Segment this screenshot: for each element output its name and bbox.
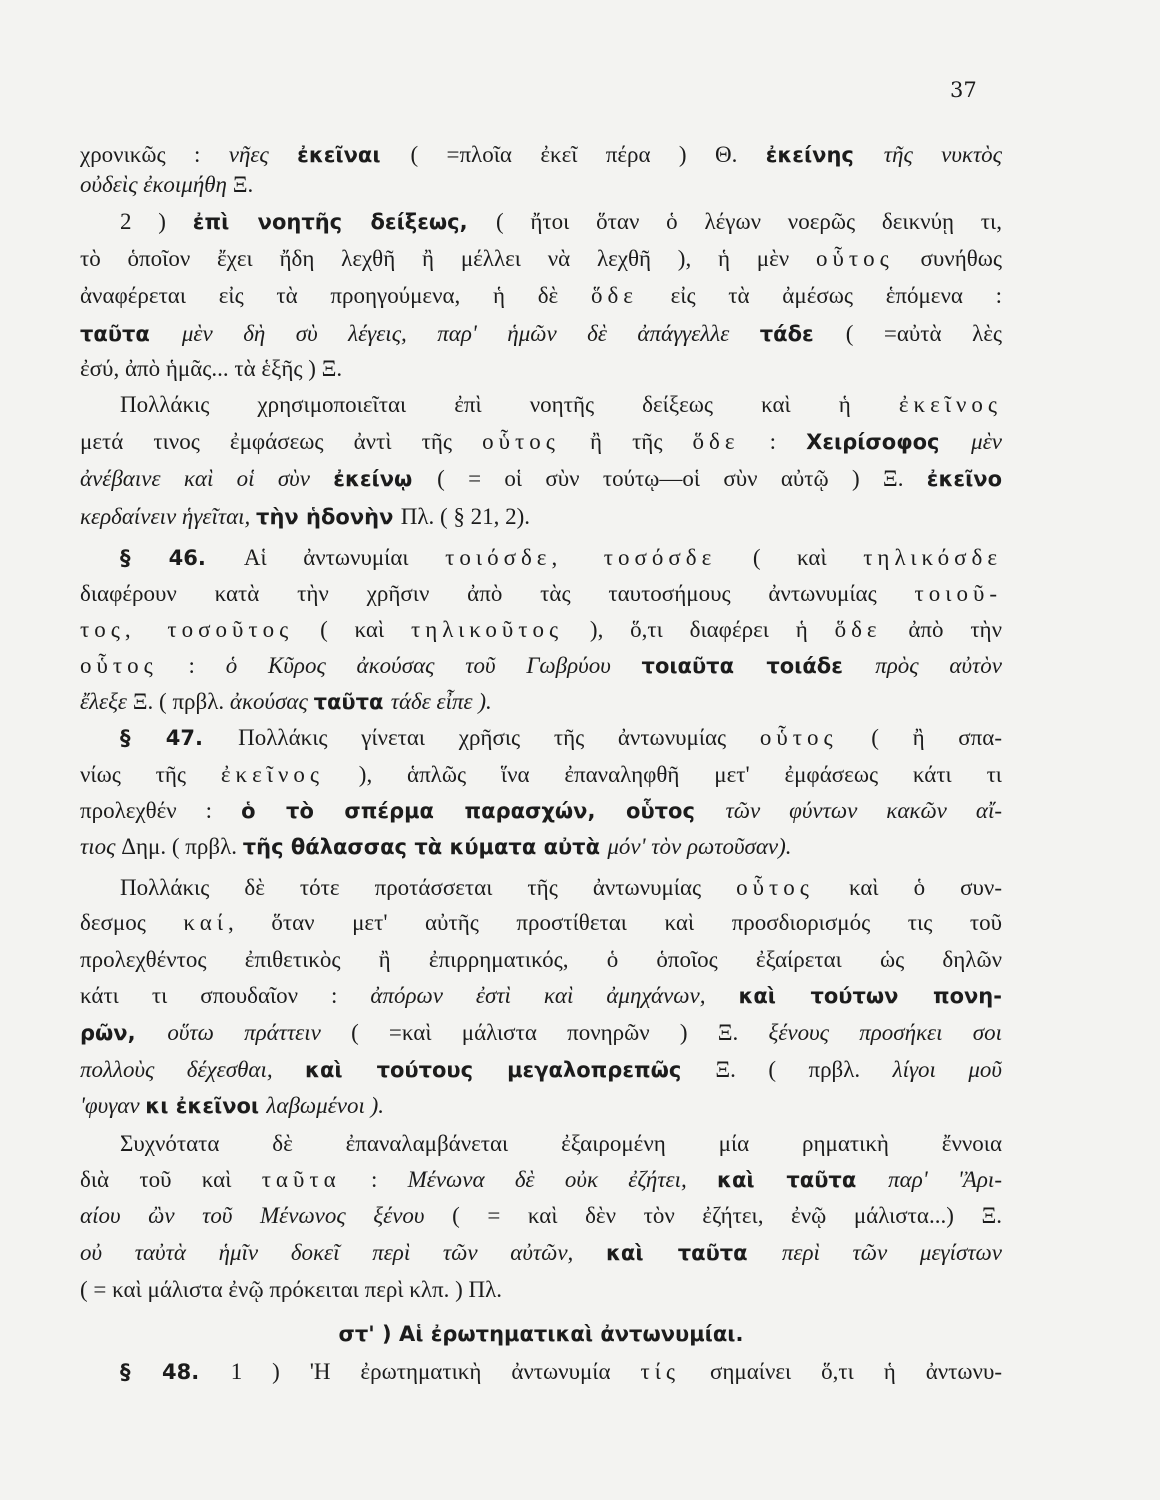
- text-segment: χρονικῶς :: [80, 142, 229, 167]
- italic-text: πρὸς αὐτὸν: [875, 653, 1002, 678]
- text-segment: ( καὶ: [716, 545, 864, 570]
- text-segment: Πολλάκις χρησιμοποιεῖται ἐπὶ νοητῆς δείξεως καὶ ἡ: [120, 392, 899, 417]
- text-segment: ( = οἱ σὺν τούτῳ—οἱ σὺν αὐτῷ ) Ξ.: [437, 466, 927, 491]
- text-line: [80, 615, 1002, 645]
- bold-text: § 47.: [120, 726, 239, 750]
- text-segment: ( =πλοῖα ἐκεῖ πέρα ) Θ.: [410, 142, 766, 167]
- text-line: [80, 502, 1002, 532]
- text-segment: ἐσύ, ἀπὸ ἡμᾶς... τὰ ἑξῆς ) Ξ.: [80, 356, 343, 381]
- text-segment: , ὅταν μετ' αὐτῆς προστίθεται καὶ προσδιορισμός τις τοῦ: [228, 910, 1002, 935]
- text-line: [80, 651, 1002, 681]
- italic-text: οὐ ταὐτὰ ἡμῖν δοκεῖ περὶ τῶν αὐτῶν,: [80, 1240, 606, 1265]
- text-segment: κάτι τι σπουδαῖον :: [80, 983, 371, 1008]
- spaced-text: οὗτος: [736, 875, 814, 900]
- text-line: [80, 354, 1002, 384]
- text-segment: ( = καὶ μάλιστα ἐνῷ πρόκειται περὶ κλπ. ) Πλ.: [80, 1277, 503, 1302]
- bold-text: καὶ τούτους μεγαλοπρεπῶς: [305, 1058, 716, 1082]
- spaced-text: ταῦτα: [261, 1167, 341, 1192]
- bold-text: ρῶν,: [80, 1021, 168, 1045]
- italic-text: 'φυγαν: [80, 1093, 146, 1118]
- text-segment: τὸ ὁποῖον ἔχει ἤδη λεχθῆ ἢ μέλλει νὰ λεχθῆ ), ἡ μὲν: [80, 246, 816, 271]
- italic-text: τιος: [80, 834, 122, 859]
- text-line: [80, 1055, 1002, 1085]
- italic-text: παρ' 'Ἀρι-: [888, 1167, 1002, 1192]
- text-line: [120, 390, 1002, 420]
- spaced-text: τος, τοσοῦτος: [80, 617, 294, 642]
- spaced-text: καί: [183, 910, 229, 935]
- text-line: [80, 464, 1002, 494]
- text-line: [80, 170, 1002, 200]
- text-line: [80, 832, 1002, 862]
- italic-text: ἔλεξε: [80, 689, 133, 714]
- text-line: [80, 908, 1002, 938]
- italic-text: λίγοι μοῦ: [892, 1057, 1002, 1082]
- italic-text: ἀπόρων ἐστὶ καὶ ἀμηχάνων,: [370, 983, 739, 1008]
- text-segment: ( ἢ σπα-: [837, 725, 1003, 750]
- text-line: [80, 140, 1002, 170]
- text-segment: Αἱ ἀντωνυμίαι: [243, 545, 446, 570]
- bold-text: καὶ τούτων πονη-: [738, 984, 1002, 1008]
- bold-text: τάδε: [759, 322, 846, 346]
- text-segment: 1 ) 'Η ἐρωτηματικὴ ἀντωνυμία: [230, 1359, 641, 1384]
- text-segment: μετά τινος ἐμφάσεως ἀντὶ τῆς: [80, 429, 483, 454]
- text-line: [120, 723, 1002, 753]
- text-segment: διὰ τοῦ καὶ: [80, 1167, 262, 1192]
- italic-text: μὲν: [971, 429, 1002, 454]
- bold-text: ταῦτα: [313, 690, 391, 714]
- section-heading: [80, 1319, 1002, 1349]
- spaced-text: οὗτος: [80, 653, 158, 678]
- text-line: [80, 687, 1002, 717]
- spaced-text: τίς: [640, 1359, 681, 1384]
- bold-text: τοιαῦτα τοιάδε: [641, 654, 876, 678]
- bold-text: ὁ τὸ σπέρμα παρασχών, οὗτος: [241, 799, 726, 823]
- spaced-text: ὅδε: [590, 283, 638, 308]
- spaced-text: τοιοῦ-: [914, 581, 1002, 606]
- bold-text: § 46.: [120, 546, 244, 570]
- text-segment: προλεχθέν :: [80, 798, 242, 823]
- text-segment: καὶ ὁ συν-: [813, 875, 1002, 900]
- text-segment: ), ὅ,τι διαφέρει ἡ: [563, 617, 835, 642]
- text-segment: Ξ.: [232, 172, 254, 197]
- text-line: [80, 945, 1002, 975]
- italic-text: ὁ Κῦρος ἀκούσας τοῦ Γωβρύου: [225, 653, 642, 678]
- text-segment: ἀπὸ τὴν: [881, 617, 1002, 642]
- text-line: [120, 1357, 1002, 1387]
- text-segment: Ξ. ( πρβλ.: [715, 1057, 893, 1082]
- bold-text: Χειρίσοφος: [806, 430, 972, 454]
- italic-text: Μένωνα δὲ οὐκ ἐζήτει,: [407, 1167, 718, 1192]
- italic-text: τῶν φύντων κακῶν αἴ-: [725, 798, 1003, 823]
- italic-text: ἀκούσας: [229, 689, 314, 714]
- italic-text: τάδε εἶπε ).: [390, 689, 492, 714]
- text-segment: :: [157, 653, 226, 678]
- bold-text: καὶ ταῦτα: [606, 1241, 782, 1265]
- spaced-text: ἐκεῖνος: [220, 762, 324, 787]
- text-segment: Πλ. ( § 21, 2).: [400, 504, 531, 529]
- text-segment: ( καὶ: [293, 617, 411, 642]
- text-line: [80, 760, 1002, 790]
- bold-text: τὴν ἡδονὴν: [256, 505, 401, 529]
- spaced-text: τηλικοῦτος: [410, 617, 564, 642]
- text-segment: νίως τῆς: [80, 762, 221, 787]
- text-segment: ( =καὶ μάλιστα πονηρῶν ) Ξ.: [351, 1020, 769, 1045]
- italic-text: αίου ὢν τοῦ Μένωνος ξένου: [80, 1203, 453, 1228]
- spaced-text: ὅδε: [834, 617, 882, 642]
- bold-text: ἐκείνης: [765, 143, 884, 167]
- text-segment: δεσμος: [80, 910, 184, 935]
- text-segment: ), ἁπλῶς ἵνα ἐπαναληφθῆ μετ' ἐμφάσεως κάτι τι: [323, 762, 1002, 787]
- spaced-text: ὅδε: [692, 429, 740, 454]
- text-line: [80, 319, 1002, 349]
- italic-text: ἀνέβαινε καὶ οἱ σὺν: [80, 466, 334, 491]
- italic-text: μὲν δὴ σὺ λέγεις, παρ' ἡμῶν δὲ ἀπάγγελλε: [181, 321, 760, 346]
- italic-text: ξένους προσήκει σοι: [768, 1020, 1002, 1045]
- text-line: [120, 207, 1002, 237]
- text-line: [80, 981, 1002, 1011]
- text-segment: :: [340, 1167, 408, 1192]
- text-segment: :: [739, 429, 807, 454]
- page-number: 37: [950, 78, 977, 102]
- italic-text: περὶ τῶν μεγίστων: [781, 1240, 1003, 1265]
- spaced-text: οὗτος: [759, 725, 838, 750]
- bold-text: τῆς θάλασσας τὰ κύματα αὐτὰ: [242, 835, 608, 859]
- bold-text: καὶ ταῦτα: [717, 1168, 889, 1192]
- bold-text: κι ἐκεῖνοι: [145, 1094, 267, 1118]
- italic-text: λαβωμένοι ).: [266, 1093, 385, 1118]
- text-line: [80, 579, 1002, 609]
- text-segment: Πολλάκις γίνεται χρῆσις τῆς ἀντωνυμίας: [238, 725, 760, 750]
- text-line: [120, 543, 1002, 573]
- text-segment: 2 ): [120, 209, 193, 234]
- text-segment: Ξ. ( πρβλ.: [132, 689, 230, 714]
- bold-text: ταῦτα: [80, 322, 182, 346]
- text-line: [80, 1238, 1002, 1268]
- text-segment: διαφέρουν κατὰ τὴν χρῆσιν ἀπὸ τὰς ταυτοσήμους ἀντωνυμίας: [80, 581, 915, 606]
- italic-text: τῆς νυκτὸς: [883, 142, 1003, 167]
- text-segment: Συχνότατα δὲ ἐπαναλαμβάνεται ἐξαιρομένη μία ρηματικὴ ἔννοια: [120, 1131, 1002, 1156]
- spaced-text: οὗτος: [482, 429, 560, 454]
- bold-text: ἐπὶ νοητῆς δείξεως,: [192, 210, 496, 234]
- spaced-text: τοιόσδε, τοσόσδε: [445, 545, 717, 570]
- text-segment: Πολλάκις δὲ τότε προτάσσεται τῆς ἀντωνυμίας: [120, 875, 737, 900]
- italic-text: νῆες: [228, 142, 298, 167]
- spaced-text: οὗτος: [815, 246, 894, 271]
- spaced-text: ἐκεῖνος: [898, 392, 1002, 417]
- text-segment: ( ἤτοι ὅταν ὁ λέγων νοερῶς δεικνύῃ τι,: [495, 209, 1002, 234]
- text-line: [80, 281, 1002, 311]
- bold-text: ἐκεῖναι: [297, 143, 411, 167]
- text-segment: ἢ τῆς: [559, 429, 693, 454]
- text-line: [80, 1201, 1002, 1231]
- text-line: [120, 1129, 1002, 1159]
- text-segment: ἀναφέρεται εἰς τὰ προηγούμενα, ἡ δὲ: [80, 283, 591, 308]
- text-line: [80, 1275, 1002, 1305]
- bold-text: § 48.: [120, 1360, 231, 1384]
- text-segment: προλεχθέντος ἐπιθετικὸς ἢ ἐπιρρηματικός, ὁ ὁποῖος ἐξαίρεται ὡς δηλῶν: [80, 947, 1002, 972]
- text-segment: σημαίνει ὅ,τι ἡ ἀντωνυ-: [680, 1359, 1002, 1384]
- bold-text: ἐκεῖνο: [926, 467, 1002, 491]
- text-segment: ( = καὶ δὲν τὸν ἐζήτει, ἐνῷ μάλιστα...) Ξ.: [452, 1203, 1002, 1228]
- text-line: [120, 873, 1002, 903]
- text-segment: εἰς τὰ ἀμέσως ἑπόμενα :: [637, 283, 1003, 308]
- text-line: [80, 1091, 1002, 1121]
- italic-text: κερδαίνειν ἡγεῖται,: [80, 504, 257, 529]
- text-line: [80, 1165, 1002, 1195]
- text-segment: Δημ. ( πρβλ.: [121, 834, 243, 859]
- text-segment: συνήθως: [893, 246, 1002, 271]
- italic-text: πολλοὺς δέχεσθαι,: [80, 1057, 306, 1082]
- text-line: [80, 796, 1002, 826]
- text-line: [80, 1018, 1002, 1048]
- italic-text: μόν' τὸν ρωτοῦσαν).: [607, 834, 792, 859]
- italic-text: οὕτω πράττειν: [167, 1020, 352, 1045]
- text-line: [80, 427, 1002, 457]
- italic-text: οὐδεὶς ἐκοιμήθη: [80, 172, 233, 197]
- bold-text: ἐκείνῳ: [333, 467, 438, 491]
- text-line: [80, 244, 1002, 274]
- text-segment: ( =αὐτὰ λὲς: [845, 321, 1002, 346]
- spaced-text: τηλικόσδε: [863, 545, 1002, 570]
- bold-text: στ' ) Αἱ ἐρωτηματικαὶ ἀντωνυμίαι.: [338, 1322, 744, 1346]
